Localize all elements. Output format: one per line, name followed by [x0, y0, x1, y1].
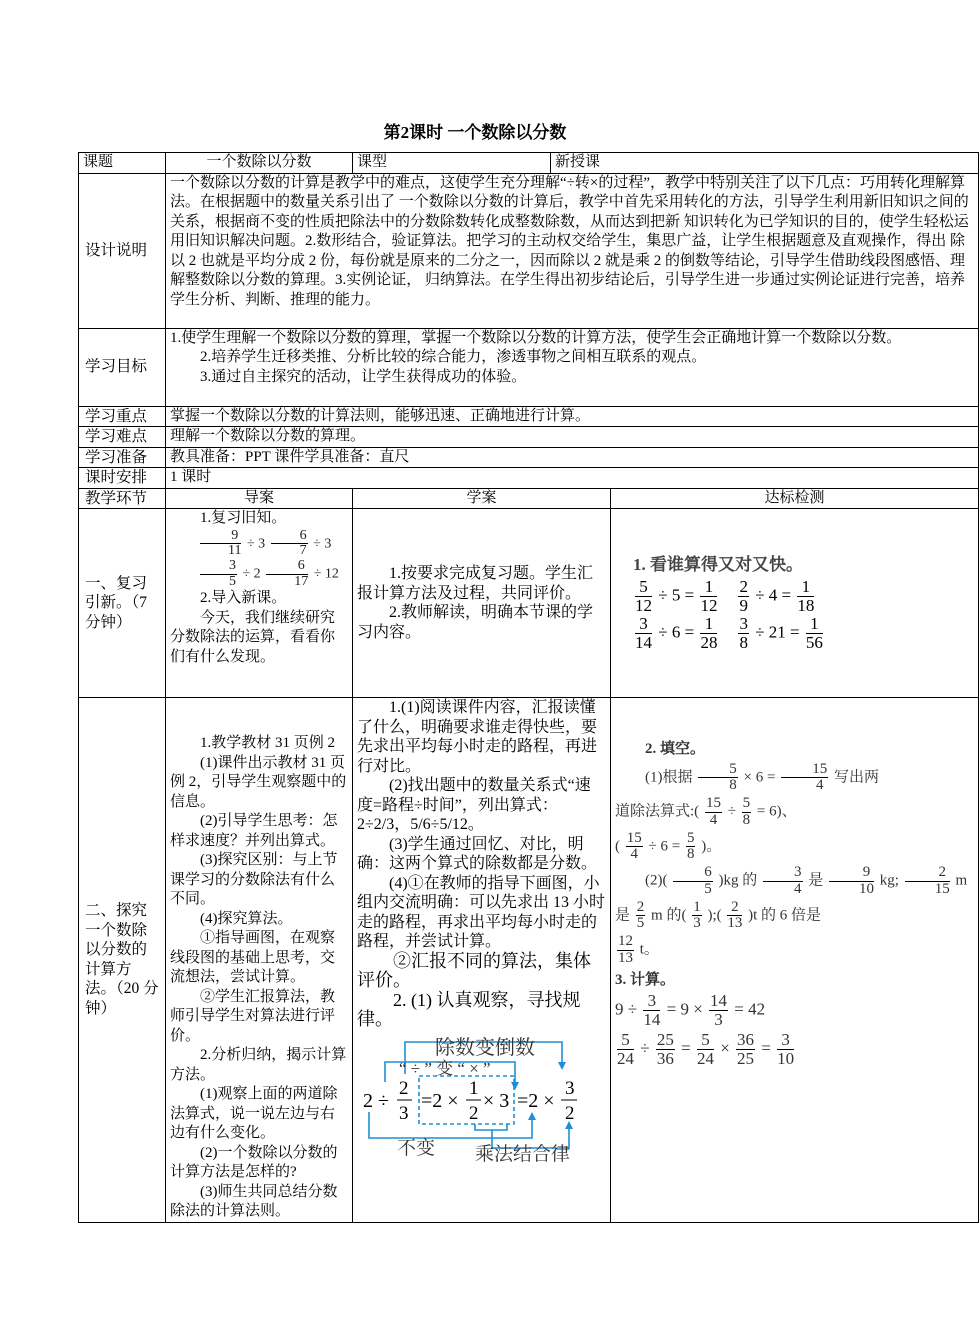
- denominator: 14: [635, 632, 653, 652]
- math-text: 是: [615, 907, 634, 924]
- numerator: 15: [781, 762, 828, 779]
- diagram-text: =2 ×: [517, 1089, 555, 1112]
- numerator: 3: [635, 615, 652, 634]
- denominator: 28: [700, 632, 718, 652]
- fraction: [797, 578, 814, 615]
- denominator: 36: [656, 1048, 674, 1068]
- guide-heading: 2.导入新课。: [200, 590, 287, 607]
- denominator: 11: [228, 543, 242, 559]
- numerator: 9: [200, 529, 241, 545]
- fraction: [673, 865, 713, 898]
- guide-text: 今天，我们继续研究分数除法的运算，看看你们有什么发现。: [170, 609, 336, 665]
- check-line: [615, 900, 974, 933]
- diagram-den: 2: [565, 1102, 575, 1124]
- math-text: )kg 的: [714, 872, 762, 889]
- fraction: [777, 1031, 794, 1068]
- math-text: [719, 585, 736, 604]
- fraction: [617, 1031, 634, 1068]
- numerator: 5: [617, 1031, 634, 1050]
- math-text: ÷ 6 =: [644, 838, 684, 855]
- type-label: 课型: [353, 153, 551, 174]
- study-text: 2.教师解读，明确本节课的学习内容。: [357, 604, 594, 641]
- topic-value: 一个数除以分数: [166, 153, 353, 174]
- fraction: [738, 615, 749, 652]
- numerator: 5: [742, 795, 751, 811]
- denominator: 25: [737, 1048, 755, 1068]
- stage-label: 二、探究一个数除以分数的计算方法。（20 分钟）: [79, 698, 166, 1223]
- denominator: 8: [739, 632, 748, 652]
- numerator: 3: [643, 992, 660, 1011]
- math-text: t。: [636, 941, 659, 958]
- denominator: 17: [294, 573, 309, 589]
- numerator: 1: [700, 578, 717, 597]
- denominator: 5: [636, 915, 645, 932]
- check-line: [615, 865, 974, 898]
- denominator: 24: [617, 1048, 635, 1068]
- check-heading: 2. 填空。: [645, 741, 706, 757]
- denominator: 3: [714, 1009, 723, 1029]
- check-cell: [611, 509, 979, 698]
- numerator: 12: [618, 933, 634, 949]
- columns-header-row: [79, 488, 979, 509]
- fraction: [697, 1031, 714, 1068]
- guide-text: (3)师生共同总结分数除法的计算法则。: [170, 1183, 338, 1219]
- diagram-bottom-label: 不变: [397, 1137, 436, 1159]
- guide-cell: [166, 698, 353, 1223]
- fraction: [643, 992, 660, 1029]
- numerator: 1: [700, 615, 717, 634]
- guide-text: (2)引导学生思考：怎样求速度？并列出算式。: [170, 813, 338, 849]
- diagram-den: 3: [399, 1102, 409, 1124]
- fraction: [200, 559, 237, 589]
- goal-item: 1.使学生理解一个数除以分数的算理，掌握一个数除以分数的计算方法，使学生会正确地计算一个数除以分数。: [170, 329, 902, 346]
- check-line: [615, 1031, 974, 1068]
- design-label: 设计说明: [79, 173, 166, 328]
- numerator: 5: [697, 1031, 714, 1050]
- check-expression-row: [633, 615, 974, 652]
- diagram-text: × 3: [483, 1089, 510, 1112]
- math-text: ÷: [723, 803, 740, 820]
- math-text: (2)(: [645, 872, 672, 889]
- fraction: [636, 900, 646, 933]
- guide-text: (3)探究区别：与上节课学习的分数除法有什么不同。: [170, 852, 338, 907]
- denominator: 4: [815, 777, 824, 794]
- guide-text: ②学生汇报算法，教师引导学生对算法进行评价。: [170, 988, 336, 1044]
- fraction: [727, 900, 742, 933]
- prep-text: 教具准备：PPT 课件学具准备：直尺: [166, 447, 979, 468]
- study-cell: [353, 698, 611, 1223]
- numerator: 3: [739, 613, 748, 633]
- denominator: 13: [727, 915, 743, 932]
- check-line: [615, 796, 974, 829]
- col-stage: 教学环节: [79, 488, 166, 509]
- goals-label: 学习目标: [79, 328, 166, 406]
- numerator: 6: [673, 865, 713, 882]
- denominator: 24: [696, 1048, 714, 1068]
- guide-cell: [166, 509, 353, 698]
- guide-text: 1.教学教材 31 页例 2: [200, 735, 336, 751]
- prep-label: 学习准备: [79, 447, 166, 468]
- numerator: 6: [271, 529, 308, 545]
- fraction: [700, 578, 717, 615]
- schedule-row: [79, 468, 979, 489]
- study-text: 1.(1)阅读课件内容，汇报读懂了什么，明确要求谁走得快些，要先求出平均每小时走的路程，再进行对比。: [357, 699, 598, 775]
- math-text: [719, 622, 736, 641]
- page-title: 第2课时 一个数除以分数: [383, 123, 567, 142]
- numerator: 14: [710, 991, 728, 1010]
- review-expression-row: [170, 529, 348, 559]
- denominator: 5: [229, 573, 236, 589]
- numerator: 2: [905, 865, 950, 882]
- numerator: 1: [797, 578, 814, 597]
- check-cell: [611, 698, 979, 1223]
- study-text: (4)①在教师的指导下画图，小组内交流明确：可以先求出 13 小时走的路程，再求出平均每小时走的路程，并尝试计算。: [357, 874, 606, 950]
- design-text: 一个数除以分数的计算是教学中的难点，这使学生充分理解“÷转×的过程”，教学中特别关注了以下几点：巧用转化理解算法。在根据题中的数量关系引出了 一个数除以分数的计算后，教学中首先采用转化的方法，引导学生利用新旧知识之间的关系，根据商不变的性质把除法中的分数除数转化成整数除数，从而达到把新 知识转化为已学知识的目的，使学生轻松运用旧知识解决问题。2.数形结合，验证算法。把学习的主动权交给学生，集思广益，让学生根据题意及直观操作，得出 除以 2 也就是平均分成 2 份，每份就是原来的二分之一，因而除以 2 就是乘 2 的倒数等结论，引导学生借助线段图感悟、理解整数除以分数的算理。3.实例论证， 归纳算法。在学生得出初步结论后，引导学生进一步通过实例论证进行完善，培养学生分析、判断、推理的能力。: [166, 173, 979, 328]
- diagram-bottom-label: 乘法结合律: [475, 1143, 571, 1165]
- math-text: ÷ 4 =: [750, 585, 796, 605]
- math-text: ÷ 2: [239, 566, 265, 582]
- denominator: 8: [729, 777, 737, 794]
- math-text: 9 ÷: [615, 999, 642, 1019]
- prep-row: [79, 447, 979, 468]
- stage-label: 一、复习引新。（7 分钟）: [79, 509, 166, 698]
- numerator: 3: [200, 559, 237, 575]
- diagram-den: 2: [469, 1102, 479, 1124]
- numerator: 5: [635, 578, 652, 597]
- study-text: (2)找出题中的数量关系式“速度=路程÷时间”，列出算式：2÷2/3，5/6÷5/12。: [357, 777, 591, 833]
- denominator: 12: [635, 595, 653, 615]
- lesson-plan-table: [78, 152, 979, 1223]
- difficulty-label: 学习难点: [79, 427, 166, 448]
- diagram-text: =2 ×: [421, 1089, 459, 1112]
- check-heading: 1. 看谁算得又对又快。: [633, 554, 804, 574]
- fraction: [617, 934, 634, 967]
- schedule-text: 1 课时: [166, 468, 979, 489]
- denominator: 9: [739, 595, 748, 615]
- math-text: ÷ 12: [310, 566, 339, 582]
- check-line: [615, 934, 974, 967]
- guide-text: (2)一个数除以分数的计算方法是怎样的?: [170, 1144, 338, 1180]
- math-text: 是: [804, 872, 828, 889]
- math-text: = 6)、: [753, 803, 797, 820]
- numerator: 25: [656, 1029, 674, 1049]
- denominator: 56: [805, 632, 823, 652]
- numerator: 1: [806, 615, 823, 634]
- math-text: m: [951, 872, 968, 889]
- denominator: 8: [686, 846, 695, 863]
- key-label: 学习重点: [79, 406, 166, 427]
- col-guide: 导案: [166, 488, 353, 509]
- diagram-mid-label: “ ÷ ” 变 “ × ”: [399, 1058, 491, 1078]
- key-row: [79, 406, 979, 427]
- denominator: 15: [934, 880, 950, 897]
- numerator: 1: [693, 898, 701, 915]
- fraction: [271, 529, 308, 559]
- denominator: 10: [859, 880, 875, 897]
- fraction: [635, 615, 652, 652]
- fraction: [700, 615, 717, 652]
- guide-heading: 1.复习旧知。: [200, 510, 287, 526]
- numerator: 2: [739, 577, 748, 597]
- math-text: 写出两: [830, 769, 879, 786]
- numerator: 15: [626, 829, 642, 846]
- numerator: 5: [698, 762, 738, 779]
- guide-text: ①指导画图，在观察线段图的基础上思考，交流想法，尝试计算。: [170, 930, 336, 985]
- denominator: 12: [700, 595, 718, 615]
- fraction: [709, 992, 728, 1029]
- fraction: [763, 865, 803, 898]
- goal-item: 3.通过自主探究的活动，让学生获得成功的体验。: [200, 368, 527, 385]
- fraction: [806, 615, 823, 652]
- fraction: [635, 578, 652, 615]
- fraction: [738, 578, 749, 615]
- check-heading: 3. 计算。: [615, 971, 676, 988]
- guide-text: (4)探究算法。: [200, 910, 293, 927]
- denominator: 4: [794, 880, 802, 897]
- math-text: m 的(: [647, 907, 691, 924]
- goals-row: [79, 328, 979, 406]
- diagram-num: 2: [399, 1077, 409, 1099]
- fraction: [705, 796, 722, 829]
- goal-item: 2.培养学生迁移类推、分析比较的综合能力，渗透事物之间相互联系的观点。: [200, 349, 707, 365]
- math-text: ÷: [636, 1037, 654, 1057]
- study-text: 1.按要求完成复习题。学生汇报计算方法及过程，共同评价。: [357, 565, 594, 602]
- study-text: ②汇报不同的算法，集体评价。: [357, 950, 591, 990]
- goals-content: [166, 328, 979, 406]
- denominator: 3: [693, 915, 701, 932]
- numerator: 9: [829, 865, 874, 882]
- math-text: 道除法算式:(: [615, 803, 703, 820]
- numerator: 3: [763, 865, 803, 882]
- math-text: =: [676, 1037, 695, 1057]
- col-check: 达标检测: [611, 488, 979, 509]
- math-text: ×: [715, 1037, 735, 1057]
- check-expression-row: [633, 578, 974, 615]
- diagram-num: 3: [565, 1077, 575, 1099]
- fraction: [781, 762, 828, 795]
- denominator: 18: [797, 595, 815, 615]
- fraction: [736, 1031, 755, 1068]
- study-text: (3)学生通过回忆、对比，明确：这两个算式的除数都是分数。: [357, 835, 598, 872]
- math-text: )。: [697, 838, 722, 855]
- math-text: );(: [703, 907, 726, 924]
- numerator: 36: [737, 1029, 755, 1049]
- check-line: [615, 762, 974, 795]
- fraction: [905, 865, 950, 898]
- denominator: 4: [630, 846, 639, 863]
- denominator: 10: [777, 1048, 795, 1068]
- fraction: [742, 796, 752, 829]
- key-text: 掌握一个数除以分数的计算法则，能够迅速、正确地进行计算。: [166, 406, 979, 427]
- fraction: [656, 1031, 675, 1068]
- math-text: kg;: [876, 872, 903, 889]
- check-line: [615, 992, 974, 1029]
- review-expression-row: [170, 559, 348, 589]
- fraction: [698, 762, 738, 795]
- fraction: [626, 831, 643, 864]
- math-text: (: [615, 838, 624, 855]
- numerator: 5: [686, 829, 695, 846]
- check-line: [615, 831, 974, 864]
- topic-label: 课题: [79, 153, 166, 174]
- math-text: ÷ 21 =: [750, 622, 804, 641]
- math-text: (1)根据: [645, 769, 697, 786]
- study-text: 2. (1) 认真观察，寻找规律。: [357, 989, 581, 1029]
- diagram-text: 2 ÷: [363, 1089, 389, 1112]
- stage-review-row: [79, 509, 979, 698]
- denominator: 4: [709, 811, 718, 828]
- math-text: ÷ 5 =: [654, 585, 699, 605]
- math-text: )t 的 6 倍是: [744, 907, 822, 924]
- fraction: [200, 529, 241, 559]
- fraction: [686, 831, 696, 864]
- math-text: =: [757, 1037, 776, 1057]
- fraction: [829, 865, 874, 898]
- numerator: 6: [266, 559, 308, 575]
- math-text: × 6 =: [739, 769, 780, 786]
- header-row: [79, 153, 979, 174]
- diagram-num: 1: [469, 1077, 479, 1099]
- denominator: 8: [742, 811, 751, 828]
- denominator: 14: [643, 1009, 661, 1029]
- study-cell: [353, 509, 611, 698]
- difficulty-row: [79, 427, 979, 448]
- math-text: ÷ 6 =: [654, 622, 699, 641]
- numerator: 2: [636, 898, 645, 915]
- difficulty-text: 理解一个数除以分数的算理。: [166, 427, 979, 448]
- math-text: = 9 ×: [662, 999, 708, 1019]
- math-text: = 42: [730, 999, 766, 1019]
- math-text: ÷ 3: [243, 535, 269, 551]
- denominator: 5: [704, 880, 712, 897]
- fraction: [692, 900, 702, 933]
- division-rule-diagram: [357, 1032, 607, 1165]
- guide-text: (1)课件出示教材 31 页例 2，引导学生观察题中的信息。: [170, 754, 347, 810]
- diagram-top-label: 除数变倒数: [435, 1036, 535, 1059]
- design-row: [79, 173, 979, 328]
- math-text: ÷ 3: [309, 535, 332, 551]
- stage-explore-row: [79, 698, 979, 1223]
- denominator: 7: [299, 543, 307, 559]
- denominator: 13: [618, 949, 634, 966]
- numerator: 15: [705, 795, 721, 811]
- schedule-label: 课时安排: [79, 468, 166, 489]
- col-study: 学案: [353, 488, 611, 509]
- type-value: 新授课: [551, 153, 979, 174]
- guide-text: (1)观察上面的两道除法算式，说一说左边与右边有什么变化。: [170, 1086, 338, 1141]
- fraction: [266, 559, 308, 589]
- numerator: 2: [727, 900, 742, 917]
- numerator: 3: [777, 1031, 794, 1050]
- guide-text: 2.分析归纳，揭示计算方法。: [170, 1047, 347, 1083]
